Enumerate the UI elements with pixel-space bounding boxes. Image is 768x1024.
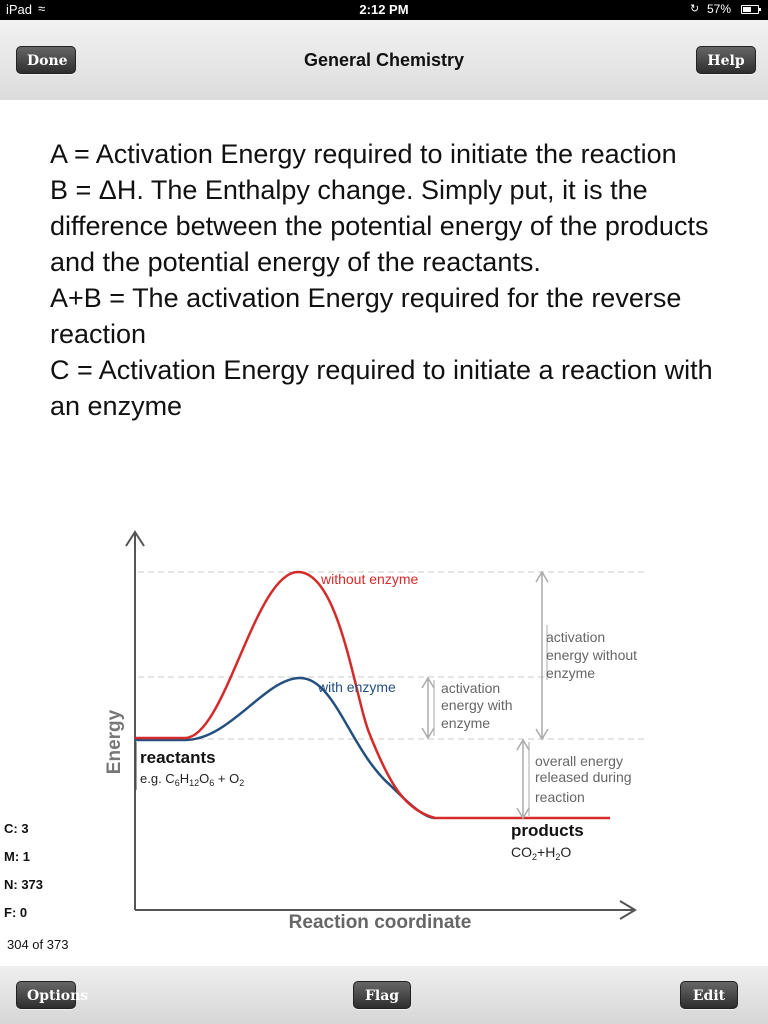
done-button[interactable]: Done — [16, 46, 76, 74]
products-formula: $CO_2+H_2O$ — [511, 844, 572, 862]
y-axis-label: Energy — [104, 709, 125, 775]
navigation-bar — [0, 20, 768, 100]
without-enzyme-label: without enzyme — [321, 571, 419, 587]
battery-icon — [741, 5, 759, 14]
activation-without-label: activation energy without enzyme — [546, 629, 638, 681]
battery-level — [743, 7, 751, 12]
x-axis-label: Reaction coordinate — [288, 912, 472, 933]
battery-percent: 57% — [707, 2, 732, 16]
answer-line-ab: A+B = The activation Energy required for the reverse reaction — [50, 283, 682, 349]
stat-c: C: 3 — [4, 821, 29, 836]
edit-button[interactable]: Edit — [680, 981, 738, 1009]
carrier-label: iPad — [6, 2, 33, 17]
reactants-label: reactants — [140, 748, 216, 767]
page-title: General Chemistry — [303, 50, 465, 70]
bottom-toolbar — [0, 966, 768, 1024]
activation-with-label: activation energy with enzyme — [441, 680, 513, 731]
wifi-icon: ≈ — [38, 1, 46, 16]
answer-line-b: B = ΔH. The Enthalpy change. Simply put, it is the difference between the potential energy of the products and the potential energy of the reactants. — [50, 175, 709, 277]
products-label: products — [511, 821, 584, 840]
reactants-formula: e.g. $C_6H_{12}O_6 + O_2$ — [140, 771, 245, 788]
flag-button[interactable]: Flag — [353, 981, 411, 1009]
card-progress: 304 of 373 — [7, 937, 69, 952]
status-time: 2:12 PM — [359, 2, 409, 17]
rotation-lock-icon: ↻ — [690, 3, 700, 15]
card-answer-text — [50, 136, 730, 424]
overall-energy-label: overall energy released during reaction — [535, 753, 632, 805]
options-button[interactable]: Options — [16, 981, 76, 1009]
stat-n: N: 373 — [4, 877, 44, 892]
with-enzyme-label: with enzyme — [318, 679, 396, 695]
status-bar — [0, 0, 768, 20]
energy-diagram — [90, 520, 650, 940]
card-stats — [4, 821, 43, 933]
answer-line-c: C = Activation Energy required to initiate a reaction with an enzyme — [50, 355, 713, 421]
stat-m: M: 1 — [4, 849, 30, 864]
help-button[interactable]: Help — [696, 46, 756, 74]
answer-line-a: A = Activation Energy required to initiate the reaction — [50, 139, 677, 169]
stat-f: F: 0 — [4, 905, 28, 920]
